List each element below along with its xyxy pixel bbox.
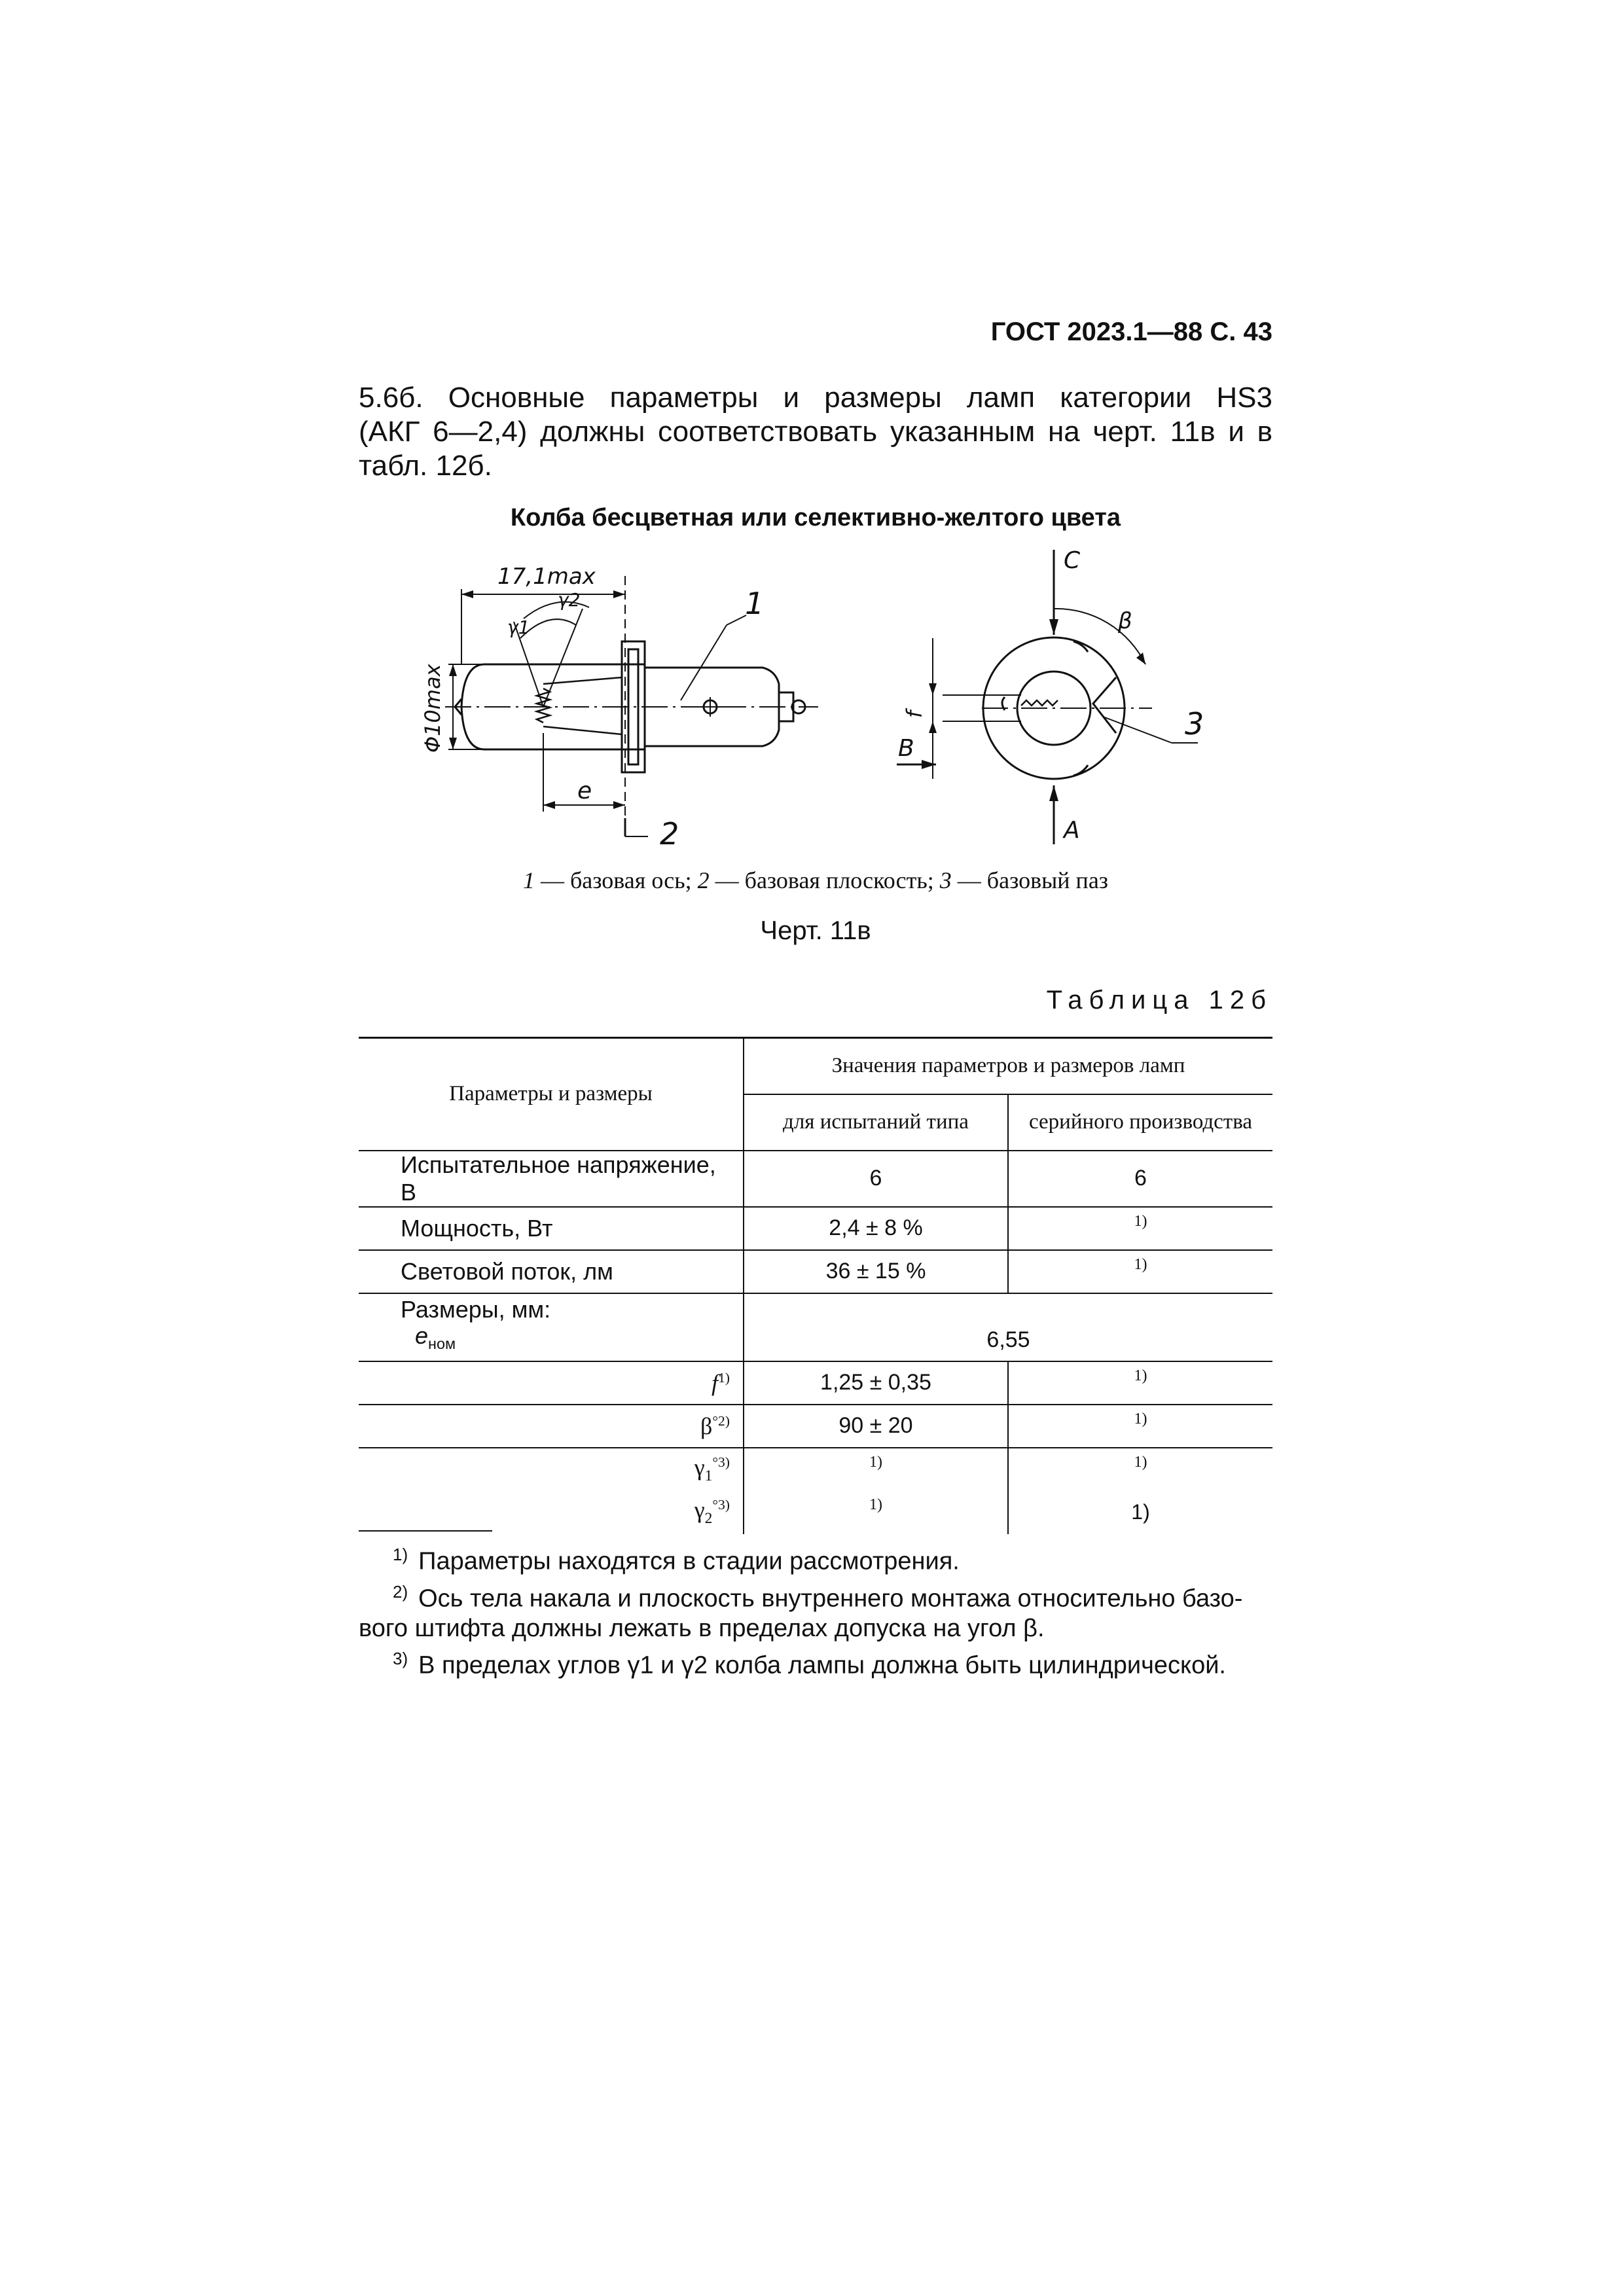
callout-1: 1 xyxy=(745,586,765,621)
table-row: $\beta^{^\circ 2)}$ 90 ± 20 1) xyxy=(359,1405,1272,1448)
table-row: Мощность, Вт 2,4 ± 8 % 1) xyxy=(359,1207,1272,1250)
header-serial: серийного производства xyxy=(1008,1094,1272,1151)
label-f: f xyxy=(902,710,927,718)
intro-paragraph xyxy=(359,381,1272,483)
arrow-label-b: B xyxy=(898,735,914,762)
table-row: $\gamma_1^{^\circ 3)}$ 1) 1) xyxy=(359,1448,1272,1491)
sizes-heading: Размеры, мм: xyxy=(401,1296,551,1323)
lamp-drawing xyxy=(393,537,1257,851)
paragraph-line-2: (АКГ 6—2,4) должны соответствовать указанным на черт. 11в и в xyxy=(359,416,1272,448)
page-header: ГОСТ 2023.1—88 С. 43 xyxy=(990,317,1272,346)
callout-2: 2 xyxy=(660,816,679,851)
footnote-3: $^{3)}$ В пределах углов γ1 и γ2 колба лампы должна быть цилиндрической. xyxy=(393,1649,1226,1679)
header-values: Значения параметров и размеров ламп xyxy=(744,1038,1272,1094)
label-e: e xyxy=(577,778,592,804)
label-gamma1: γ1 xyxy=(507,617,530,638)
callout-3: 3 xyxy=(1185,706,1204,742)
parameters-table xyxy=(359,1037,1272,1534)
table-row: Испытательное напряжение, В 6 6 xyxy=(359,1151,1272,1207)
table-row: $f^{1)}$ 1,25 ± 0,35 1) xyxy=(359,1361,1272,1405)
label-gamma2: γ2 xyxy=(558,589,581,611)
paragraph-line-1: 5.6б. Основные параметры и размеры ламп категории HS3 xyxy=(359,382,1272,414)
footnote-2-cont: вого штифта должны лежать в пределах допуска на угол β. xyxy=(359,1615,1045,1643)
footnote-1: $^{1)}$ Параметры находятся в стадии рассмотрения. xyxy=(393,1545,960,1575)
footnote-2: $^{2)}$ Ось тела накала и плоскость внутреннего монтажа относительно базо- xyxy=(393,1581,1243,1613)
table-row: $\gamma_2^{^\circ 3)}$ 1) 1) xyxy=(359,1491,1272,1534)
table-row: Размеры, мм: $e_{ном}$ 6,55 xyxy=(359,1293,1272,1361)
footnotes xyxy=(359,1539,1272,1681)
table-row: Световой поток, лм 36 ± 15 % 1) xyxy=(359,1250,1272,1293)
label-beta: β xyxy=(1118,608,1132,634)
footnote-rule xyxy=(359,1530,492,1532)
figure-number: Черт. 11в xyxy=(760,916,871,945)
header-type: для испытаний типа xyxy=(744,1094,1008,1151)
figure-title: Колба бесцветная или селективно-желтого цвета xyxy=(510,504,1121,531)
figure-legend: 1 — базовая ось; 2 — базовая плоскость; 3 — базовый паз xyxy=(522,867,1109,893)
header-params: Параметры и размеры xyxy=(359,1038,744,1151)
base-slot xyxy=(1093,677,1116,733)
label-17-1max: 17,1max xyxy=(497,564,596,590)
table-caption: Таблица 12б xyxy=(1046,986,1272,1014)
paragraph-line-3: табл. 12б. xyxy=(359,450,492,482)
arrow-label-c: C xyxy=(1064,547,1081,574)
arrow-label-a: A xyxy=(1064,817,1080,844)
label-diameter: Φ10max xyxy=(420,664,445,753)
